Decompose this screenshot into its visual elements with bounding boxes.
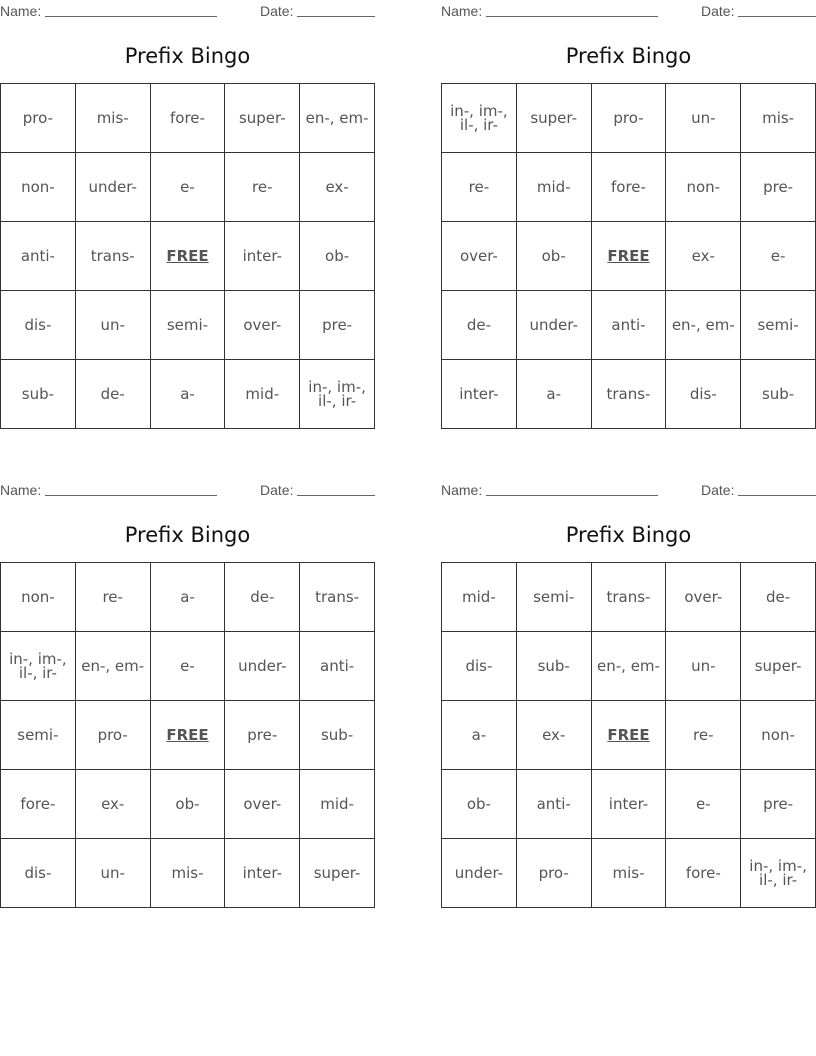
bingo-cell[interactable]: under- — [225, 632, 300, 701]
bingo-cell[interactable]: pre- — [741, 770, 816, 839]
bingo-cell[interactable]: trans- — [591, 360, 666, 429]
bingo-cell[interactable]: anti- — [516, 770, 591, 839]
grid-row — [1, 291, 375, 360]
bingo-cell[interactable]: inter- — [442, 360, 517, 429]
bingo-card — [441, 479, 816, 889]
bingo-cell[interactable]: semi- — [1, 701, 76, 770]
grid-row — [442, 360, 816, 429]
bingo-cell[interactable]: re- — [442, 153, 517, 222]
bingo-cell[interactable]: en-, em- — [666, 291, 741, 360]
bingo-cell[interactable]: un- — [666, 84, 741, 153]
bingo-cell[interactable]: semi- — [516, 563, 591, 632]
bingo-cell[interactable]: e- — [741, 222, 816, 291]
grid-row — [442, 632, 816, 701]
bingo-cell[interactable]: sub- — [1, 360, 76, 429]
grid-row — [442, 701, 816, 770]
bingo-cell[interactable]: dis- — [1, 291, 76, 360]
bingo-cell[interactable]: e- — [666, 770, 741, 839]
bingo-grid — [0, 83, 375, 429]
bingo-cell[interactable]: pro- — [1, 84, 76, 153]
bingo-cell[interactable]: ex- — [516, 701, 591, 770]
bingo-cell[interactable]: a- — [516, 360, 591, 429]
free-space-cell[interactable]: FREE — [591, 701, 666, 770]
bingo-cell[interactable]: re- — [75, 563, 150, 632]
date-label: Date: — [701, 482, 735, 498]
grid-row — [1, 839, 375, 908]
grid-row — [442, 839, 816, 908]
name-label: Name: — [0, 482, 42, 498]
bingo-cell[interactable]: semi- — [150, 291, 225, 360]
bingo-grid — [441, 83, 816, 429]
bingo-cell[interactable]: semi- — [741, 291, 816, 360]
free-space-cell[interactable]: FREE — [150, 222, 225, 291]
bingo-cell[interactable]: de- — [741, 563, 816, 632]
bingo-cell[interactable]: fore- — [1, 770, 76, 839]
bingo-cell[interactable]: dis- — [1, 839, 76, 908]
free-space-cell[interactable]: FREE — [591, 222, 666, 291]
bingo-cell[interactable]: over- — [225, 770, 300, 839]
date-blank-line[interactable] — [738, 16, 816, 17]
bingo-cell[interactable]: in-, im-, il-, ir- — [300, 360, 375, 429]
bingo-cell[interactable]: pre- — [225, 701, 300, 770]
bingo-cell[interactable]: en-, em- — [300, 84, 375, 153]
bingo-cell[interactable]: trans- — [591, 563, 666, 632]
bingo-cell[interactable]: pro- — [75, 701, 150, 770]
bingo-cell[interactable]: pro- — [591, 84, 666, 153]
name-date-row — [0, 0, 375, 20]
bingo-cell[interactable]: fore- — [150, 84, 225, 153]
bingo-cell[interactable]: inter- — [591, 770, 666, 839]
bingo-cell[interactable]: mid- — [225, 360, 300, 429]
bingo-cell[interactable]: trans- — [75, 222, 150, 291]
name-blank-line[interactable] — [45, 495, 217, 496]
grid-row — [442, 770, 816, 839]
bingo-cell[interactable]: un- — [75, 839, 150, 908]
bingo-card — [441, 0, 816, 403]
bingo-cell[interactable]: a- — [150, 563, 225, 632]
bingo-cell[interactable]: over- — [442, 222, 517, 291]
bingo-grid — [441, 562, 816, 908]
bingo-cell[interactable]: in-, im-, il-, ir- — [1, 632, 76, 701]
grid-row — [442, 153, 816, 222]
grid-row — [1, 84, 375, 153]
bingo-cell[interactable]: mis- — [150, 839, 225, 908]
bingo-cell[interactable]: e- — [150, 632, 225, 701]
bingo-cell[interactable]: sub- — [300, 701, 375, 770]
name-blank-line[interactable] — [45, 16, 217, 17]
bingo-cell[interactable]: de- — [225, 563, 300, 632]
name-blank-line[interactable] — [486, 495, 658, 496]
name-date-row — [441, 0, 816, 20]
date-label: Date: — [260, 3, 294, 19]
card-title: Prefix Bingo — [124, 523, 251, 547]
date-blank-line[interactable] — [297, 495, 375, 496]
bingo-cell[interactable]: re- — [666, 701, 741, 770]
grid-row — [1, 701, 375, 770]
card-title: Prefix Bingo — [565, 44, 692, 68]
bingo-cell[interactable]: super- — [300, 839, 375, 908]
bingo-cell[interactable]: a- — [442, 701, 517, 770]
grid-row — [442, 222, 816, 291]
date-blank-line[interactable] — [297, 16, 375, 17]
bingo-cell[interactable]: un- — [666, 632, 741, 701]
grid-row — [1, 153, 375, 222]
bingo-cell[interactable]: under- — [516, 291, 591, 360]
name-blank-line[interactable] — [486, 16, 658, 17]
bingo-cell[interactable]: ex- — [75, 770, 150, 839]
bingo-cell[interactable]: mid- — [300, 770, 375, 839]
grid-row — [442, 84, 816, 153]
bingo-cell[interactable]: dis- — [666, 360, 741, 429]
bingo-cell[interactable]: un- — [75, 291, 150, 360]
bingo-cell[interactable]: anti- — [1, 222, 76, 291]
name-date-row — [0, 479, 375, 499]
bingo-cell[interactable]: re- — [225, 153, 300, 222]
date-label: Date: — [260, 482, 294, 498]
bingo-cell[interactable]: under- — [75, 153, 150, 222]
bingo-cell[interactable]: in-, im-, il-, ir- — [442, 84, 517, 153]
bingo-cell[interactable]: mis- — [591, 839, 666, 908]
bingo-cell[interactable]: non- — [666, 153, 741, 222]
bingo-cell[interactable]: sub- — [516, 632, 591, 701]
bingo-cell[interactable]: fore- — [591, 153, 666, 222]
bingo-cell[interactable]: anti- — [300, 632, 375, 701]
grid-row — [1, 222, 375, 291]
name-date-row — [441, 479, 816, 499]
grid-row — [1, 563, 375, 632]
bingo-cell[interactable]: pro- — [516, 839, 591, 908]
bingo-cell[interactable]: de- — [75, 360, 150, 429]
bingo-cell[interactable]: under- — [442, 839, 517, 908]
bingo-cell[interactable]: over- — [666, 563, 741, 632]
bingo-cell[interactable]: super- — [516, 84, 591, 153]
bingo-card — [0, 0, 375, 410]
bingo-cell[interactable]: ob- — [300, 222, 375, 291]
bingo-cell[interactable]: non- — [1, 563, 76, 632]
bingo-cell[interactable]: in-, im-, il-, ir- — [741, 839, 816, 908]
bingo-cell[interactable]: super- — [741, 632, 816, 701]
bingo-cell[interactable]: anti- — [591, 291, 666, 360]
bingo-cell[interactable]: a- — [150, 360, 225, 429]
bingo-cell[interactable]: dis- — [442, 632, 517, 701]
bingo-grid — [0, 562, 375, 908]
card-title: Prefix Bingo — [565, 523, 692, 547]
grid-row — [1, 632, 375, 701]
bingo-cell[interactable]: ob- — [150, 770, 225, 839]
bingo-cell[interactable]: non- — [1, 153, 76, 222]
bingo-cell[interactable]: pre- — [300, 291, 375, 360]
bingo-cell[interactable]: en-, em- — [75, 632, 150, 701]
bingo-cell[interactable]: pre- — [741, 153, 816, 222]
bingo-cell[interactable]: non- — [741, 701, 816, 770]
name-label: Name: — [441, 3, 483, 19]
bingo-cell[interactable]: en-, em- — [591, 632, 666, 701]
grid-row — [442, 291, 816, 360]
grid-row — [1, 770, 375, 839]
bingo-cell[interactable]: super- — [225, 84, 300, 153]
bingo-cell[interactable]: ex- — [300, 153, 375, 222]
bingo-cell[interactable]: trans- — [300, 563, 375, 632]
date-blank-line[interactable] — [738, 495, 816, 496]
bingo-cell[interactable]: mis- — [75, 84, 150, 153]
bingo-cell[interactable]: over- — [225, 291, 300, 360]
date-label: Date: — [701, 3, 735, 19]
bingo-card — [0, 479, 375, 882]
bingo-cell[interactable]: e- — [150, 153, 225, 222]
bingo-cell[interactable]: mis- — [741, 84, 816, 153]
bingo-cell[interactable]: inter- — [225, 839, 300, 908]
grid-row — [442, 563, 816, 632]
bingo-cell[interactable]: ex- — [666, 222, 741, 291]
bingo-cell[interactable]: fore- — [666, 839, 741, 908]
bingo-cell[interactable]: mid- — [516, 153, 591, 222]
bingo-cell[interactable]: mid- — [442, 563, 517, 632]
name-label: Name: — [441, 482, 483, 498]
grid-row — [1, 360, 375, 429]
bingo-cell[interactable]: sub- — [741, 360, 816, 429]
bingo-cell[interactable]: ob- — [442, 770, 517, 839]
bingo-cell[interactable]: ob- — [516, 222, 591, 291]
bingo-cell[interactable]: de- — [442, 291, 517, 360]
bingo-cell[interactable]: inter- — [225, 222, 300, 291]
name-label: Name: — [0, 3, 42, 19]
free-space-cell[interactable]: FREE — [150, 701, 225, 770]
card-title: Prefix Bingo — [124, 44, 251, 68]
